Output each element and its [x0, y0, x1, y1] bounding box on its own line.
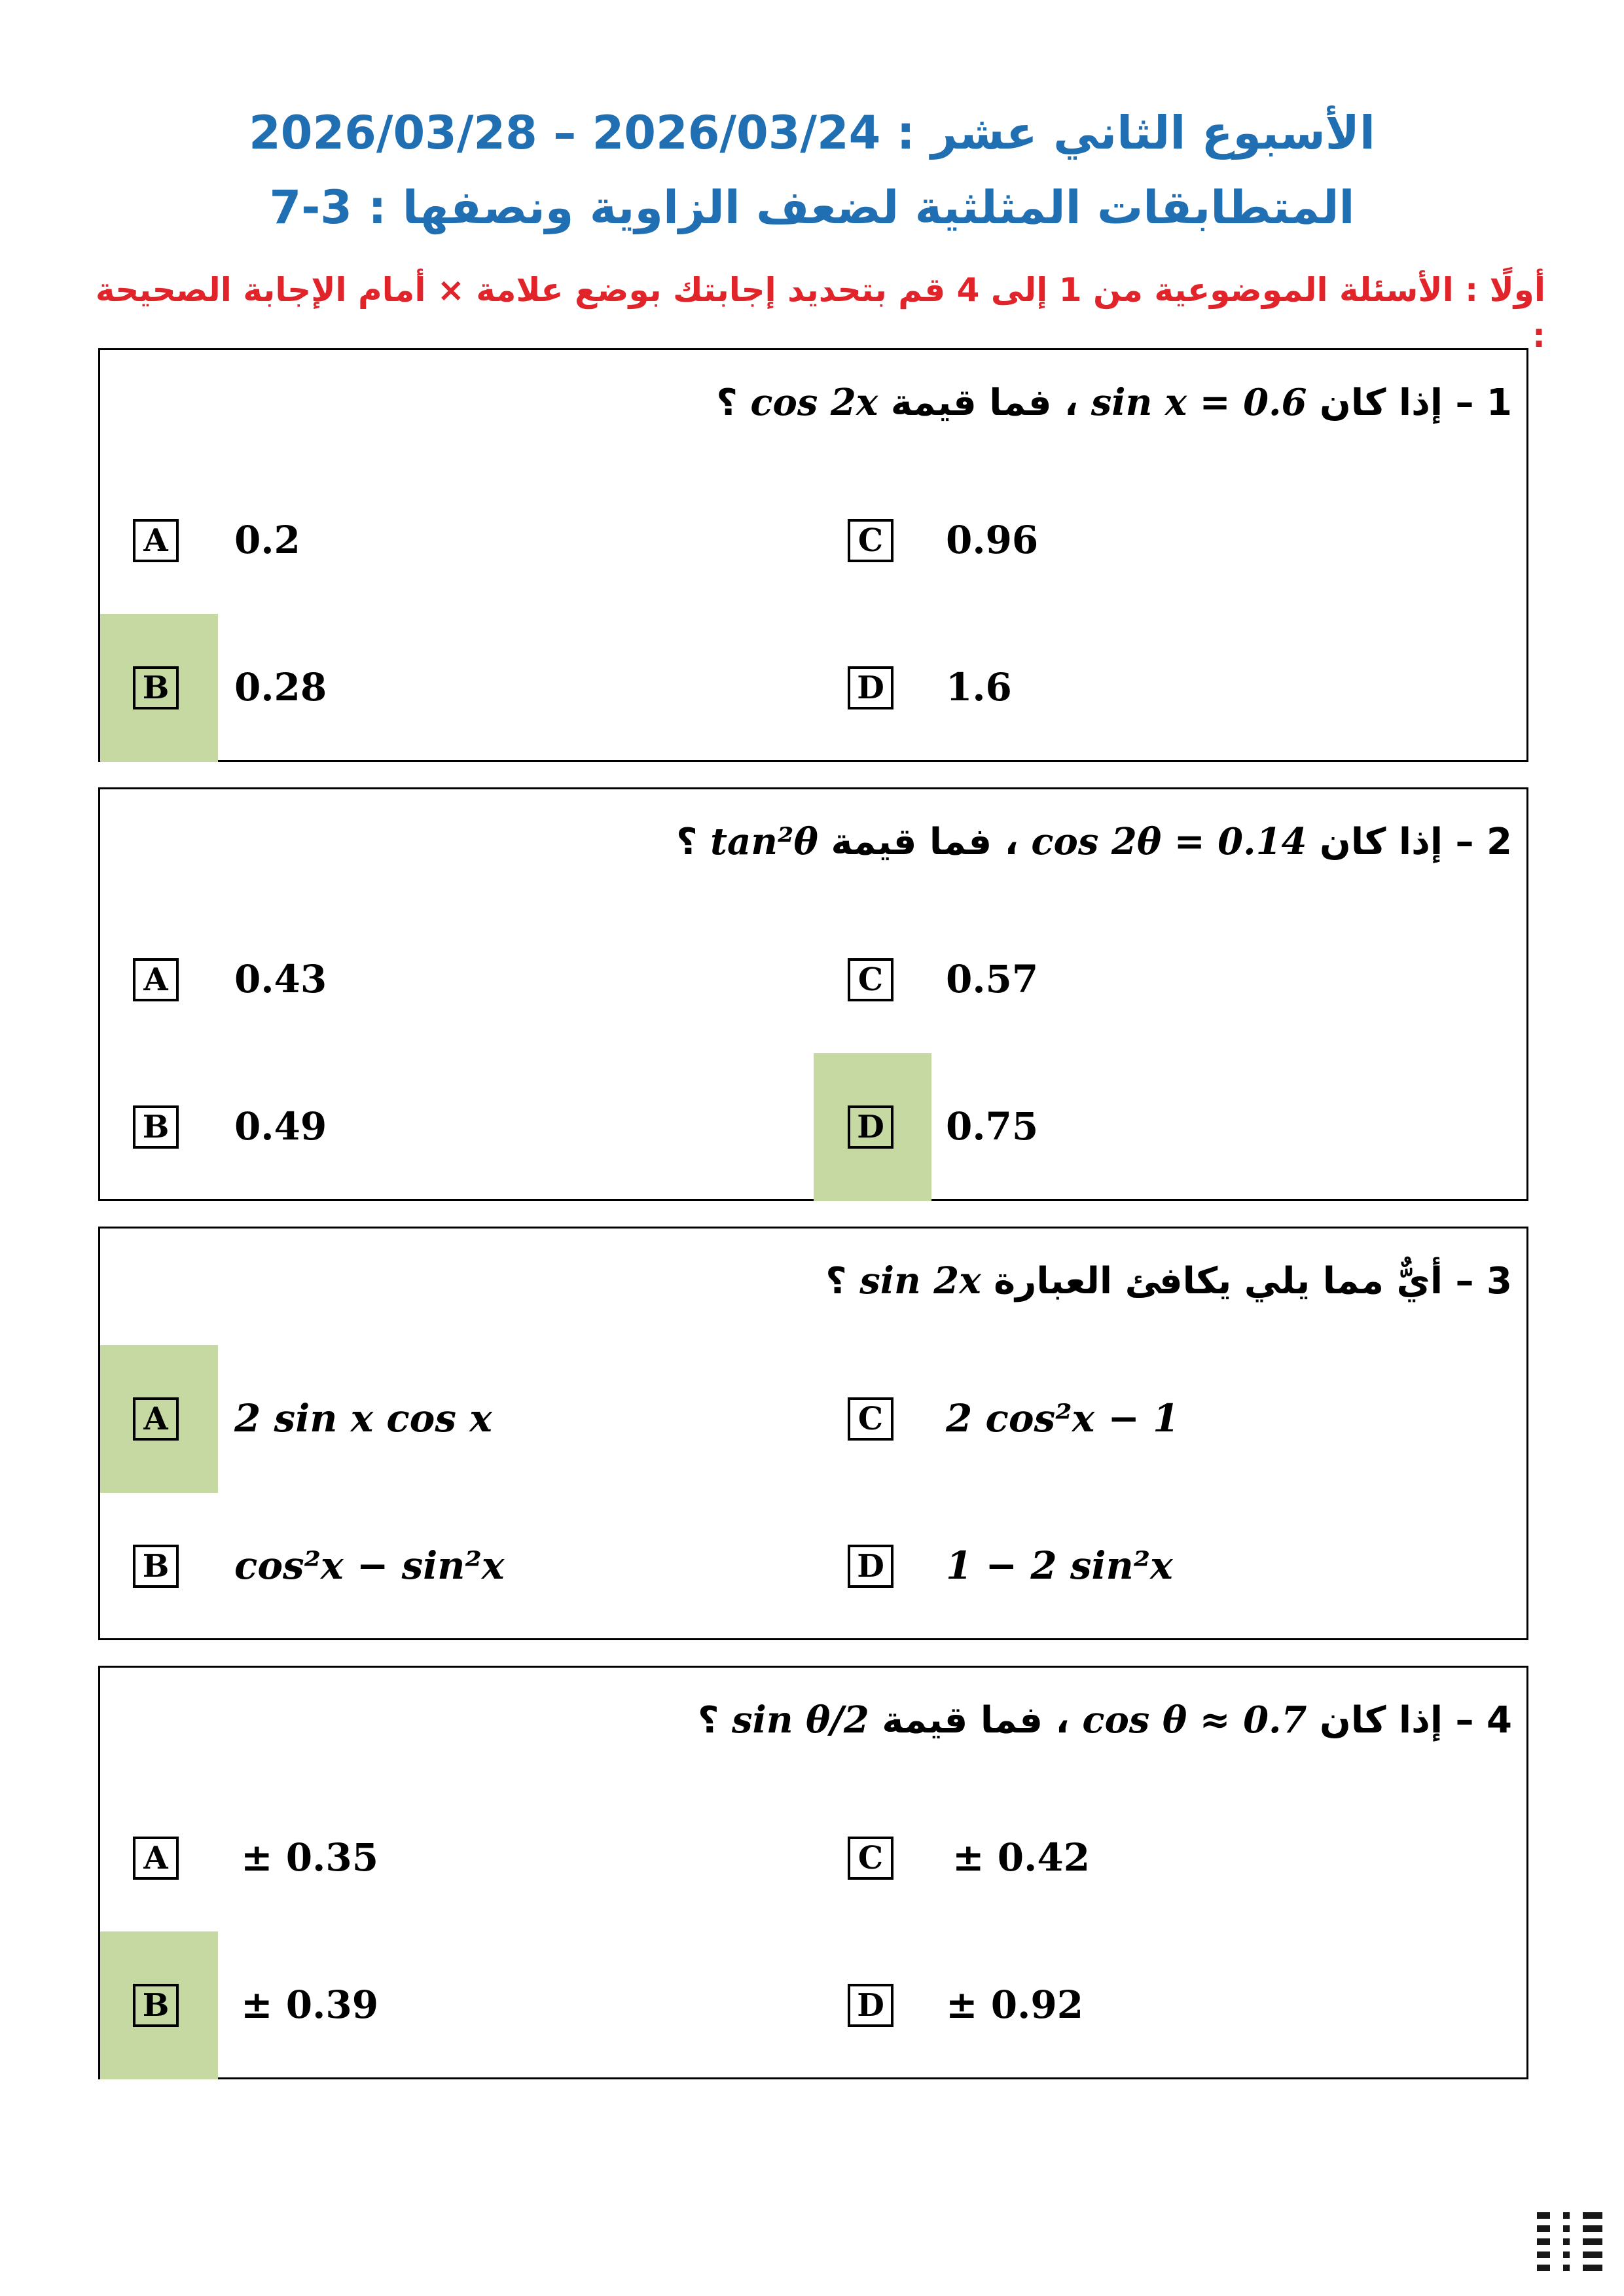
option-a-checkbox[interactable]: A [133, 519, 179, 562]
option-b-checkbox[interactable]: B [133, 1105, 179, 1149]
option-b-value: cos²x − sin²x [234, 1543, 505, 1588]
option-c-value: ± 0.42 [952, 1835, 1091, 1880]
option-d-checkbox[interactable]: D [848, 1545, 893, 1588]
option-d-value: 1.6 [946, 665, 1012, 709]
instructions: أولًا : الأسئلة الموضوعية من 1 إلى 4 قم بتحديد إجابتك بوضع علامة × أمام الإجابة الصحيحة : [95, 271, 1545, 355]
option-a-checkbox[interactable]: A [133, 1837, 179, 1880]
option-d-value: 0.75 [946, 1104, 1039, 1149]
question-4-box [98, 1666, 1528, 2079]
option-c-checkbox[interactable]: C [848, 958, 893, 1001]
page-title: الأسبوع الثاني عشر : 2026/03/24 – 2026/03/28 [249, 106, 1375, 160]
option-c-checkbox[interactable]: C [848, 1837, 893, 1880]
option-d-checkbox[interactable]: D [848, 666, 893, 709]
question-3-text: 3 – أيٌّ مما يلي يكافئ العبارة sin 2x ؟ [825, 1259, 1512, 1302]
option-c-value: 0.96 [946, 518, 1039, 562]
question-1-box [98, 348, 1528, 762]
option-c-checkbox[interactable]: C [848, 519, 893, 562]
option-b-value: 0.28 [234, 665, 327, 709]
option-a-value: 2 sin x cos x [234, 1396, 492, 1441]
question-3-box [98, 1227, 1528, 1640]
option-b-checkbox[interactable]: B [133, 1984, 179, 2027]
question-2-box [98, 787, 1528, 1201]
question-2-text: 2 – إذا كان cos 2θ = 0.14 ، فما قيمة tan²θ ؟ [676, 820, 1512, 863]
option-c-checkbox[interactable]: C [848, 1397, 893, 1441]
option-c-value: 2 cos²x − 1 [946, 1396, 1180, 1441]
option-a-checkbox[interactable]: A [133, 958, 179, 1001]
option-d-value: 1 − 2 sin²x [946, 1543, 1173, 1588]
option-c-value: 0.57 [946, 957, 1039, 1001]
option-b-value: 0.49 [234, 1104, 327, 1149]
option-d-checkbox[interactable]: D [848, 1105, 893, 1149]
option-a-checkbox[interactable]: A [133, 1397, 179, 1441]
option-d-checkbox[interactable]: D [848, 1984, 893, 2027]
question-4-text: 4 – إذا كان cos θ ≈ 0.7 ، فما قيمة sin θ/2 ؟ [698, 1698, 1512, 1742]
option-a-value: 0.43 [234, 957, 327, 1001]
option-b-checkbox[interactable]: B [133, 1545, 179, 1588]
lesson-title: 7-3 : المتطابقات المثلثية لضعف الزاوية ونصفها [269, 181, 1355, 234]
option-a-value: ± 0.35 [241, 1835, 379, 1880]
option-b-checkbox[interactable]: B [133, 666, 179, 709]
question-1-text: 1 – إذا كان sin x = 0.6 ، فما قيمة cos 2x ؟ [716, 381, 1512, 424]
option-a-value: 0.2 [234, 518, 300, 562]
option-b-value: ± 0.39 [241, 1982, 379, 2027]
qr-code-icon [1537, 2212, 1602, 2278]
option-d-value: ± 0.92 [946, 1982, 1084, 2027]
